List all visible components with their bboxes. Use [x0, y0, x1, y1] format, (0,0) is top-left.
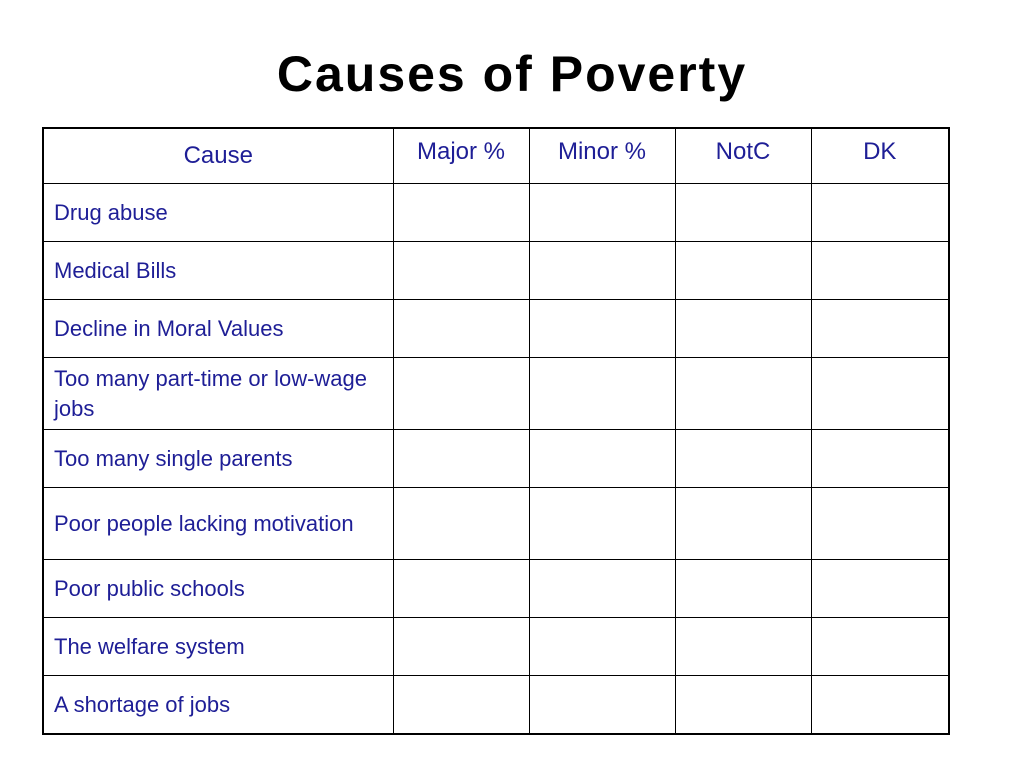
major-cell [393, 184, 529, 242]
table-row [43, 430, 949, 488]
cause-cell: Poor public schools [43, 560, 393, 618]
major-cell [393, 488, 529, 560]
header-cause: Cause [43, 128, 393, 184]
minor-cell [529, 488, 675, 560]
cause-cell: A shortage of jobs [43, 676, 393, 735]
dk-cell [811, 358, 949, 430]
dk-cell [811, 560, 949, 618]
cause-cell: Drug abuse [43, 184, 393, 242]
dk-cell [811, 618, 949, 676]
major-cell [393, 676, 529, 735]
slide-title: Causes of Poverty [276, 46, 748, 102]
table-row [43, 618, 949, 676]
notc-cell [675, 300, 811, 358]
table-row [43, 676, 949, 735]
major-cell [393, 242, 529, 300]
major-cell [393, 560, 529, 618]
minor-cell [529, 358, 675, 430]
major-cell [393, 618, 529, 676]
dk-cell [811, 300, 949, 358]
notc-cell [675, 676, 811, 735]
dk-cell [811, 184, 949, 242]
header-major: Major % [393, 128, 529, 184]
table-row [43, 358, 949, 430]
notc-cell [675, 488, 811, 560]
dk-cell [811, 242, 949, 300]
major-cell [393, 358, 529, 430]
cause-cell: Decline in Moral Values [43, 300, 393, 358]
cause-cell: Too many single parents [43, 430, 393, 488]
table-row [43, 300, 949, 358]
notc-cell [675, 560, 811, 618]
minor-cell [529, 300, 675, 358]
notc-cell [675, 358, 811, 430]
minor-cell [529, 676, 675, 735]
causes-table [42, 127, 950, 735]
minor-cell [529, 184, 675, 242]
cause-cell: Too many part-time or low-wage jobs [43, 358, 393, 430]
header-dk: DK [811, 128, 949, 184]
cause-cell: Medical Bills [43, 242, 393, 300]
table-row [43, 560, 949, 618]
dk-cell [811, 676, 949, 735]
table-row [43, 242, 949, 300]
notc-cell [675, 618, 811, 676]
major-cell [393, 430, 529, 488]
notc-cell [675, 184, 811, 242]
header-minor: Minor % [529, 128, 675, 184]
cause-cell: The welfare system [43, 618, 393, 676]
minor-cell [529, 618, 675, 676]
notc-cell [675, 430, 811, 488]
table-row [43, 184, 949, 242]
minor-cell [529, 560, 675, 618]
minor-cell [529, 430, 675, 488]
table-row [43, 488, 949, 560]
dk-cell [811, 430, 949, 488]
dk-cell [811, 488, 949, 560]
notc-cell [675, 242, 811, 300]
cause-cell: Poor people lacking motivation [43, 488, 393, 560]
header-notc: NotC [675, 128, 811, 184]
header-row [43, 128, 949, 184]
minor-cell [529, 242, 675, 300]
major-cell [393, 300, 529, 358]
